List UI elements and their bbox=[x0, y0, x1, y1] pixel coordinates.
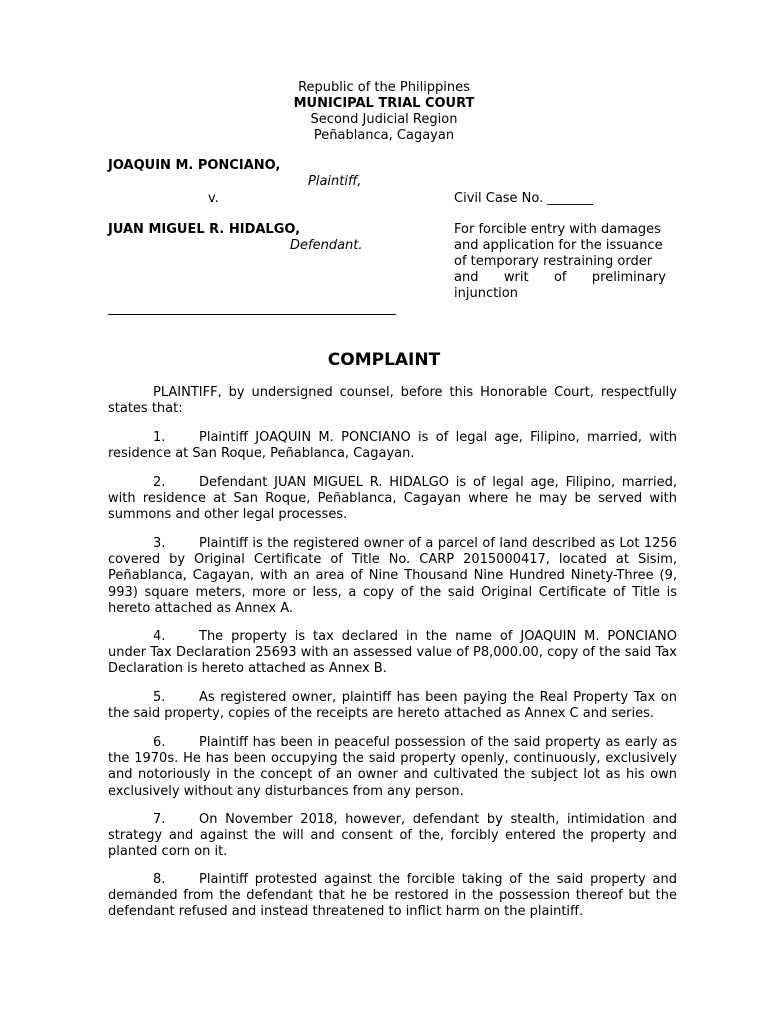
nature-word: writ bbox=[503, 270, 529, 285]
paragraph-text: Plaintiff is the registered owner of a parcel of land described as Lot 1256 covered by Original Certificate of Title No. CARP 2015000417, located at Sisim, Peñablanca, Cagayan, with an area of Nine Thousand Nine Hundred Ninety-Three (9, 993) square meters, more or less, a copy of the said Original Certificate of Title is hereto attached as Annex A. bbox=[108, 536, 677, 616]
paragraph-7 bbox=[108, 812, 677, 861]
civil-case-number: Civil Case No. _______ bbox=[454, 191, 593, 206]
paragraph-2 bbox=[108, 475, 677, 524]
header-place: Peñablanca, Cagayan bbox=[313, 128, 455, 143]
intro-paragraph bbox=[108, 385, 677, 417]
paragraph-text: As registered owner, plaintiff has been paying the Real Property Tax on the said property, copies of the receipts are hereto attached as Annex C and series. bbox=[108, 690, 677, 722]
intro-text: PLAINTIFF, by undersigned counsel, before this Honorable Court, respectfully states that: bbox=[108, 385, 677, 417]
paragraph-8 bbox=[108, 872, 677, 921]
paragraph-number: 3. bbox=[153, 536, 166, 551]
nature-line: of temporary restraining order bbox=[454, 254, 653, 269]
paragraph-number: 8. bbox=[153, 872, 166, 887]
defendant-name: JUAN MIGUEL R. HIDALGO, bbox=[108, 222, 301, 237]
paragraph-1 bbox=[108, 430, 677, 462]
paragraph-number: 4. bbox=[153, 629, 166, 644]
paragraph-text: On November 2018, however, defendant by stealth, intimidation and strategy and against the will and consent of the, forcibly entered the property and planted corn on it. bbox=[108, 812, 677, 860]
nature-word: preliminary bbox=[591, 270, 666, 285]
paragraph-text: Plaintiff JOAQUIN M. PONCIANO is of legal age, Filipino, married, with residence at San Roque, Peñablanca, Cagayan. bbox=[108, 430, 677, 462]
plaintiff-role: Plaintiff, bbox=[308, 174, 362, 189]
caption-divider-line bbox=[108, 314, 396, 315]
plaintiff-name: JOAQUIN M. PONCIANO, bbox=[108, 158, 281, 173]
paragraph-number: 6. bbox=[153, 735, 166, 750]
paragraph-number: 5. bbox=[153, 690, 166, 705]
paragraph-number: 2. bbox=[153, 475, 166, 490]
paragraph-text: The property is tax declared in the name of JOAQUIN M. PONCIANO under Tax Declaration 25693 with an assessed value of P8,000.00, copy of the said Tax Declaration is hereto attached as Annex B. bbox=[108, 629, 677, 677]
document-title: COMPLAINT bbox=[327, 350, 441, 370]
defendant-role: Defendant. bbox=[290, 238, 363, 253]
paragraph-3 bbox=[108, 536, 677, 617]
paragraph-text: Plaintiff has been in peaceful possession of the said property as early as the 1970s. He has been occupying the said property openly, continuously, exclusively and notoriously in the concept of an owner and cultivated the subject lot as his own exclusively without any disturbances from any person. bbox=[108, 735, 677, 799]
nature-word: and bbox=[454, 270, 479, 285]
nature-line-justified bbox=[454, 270, 666, 286]
paragraph-text: Defendant JUAN MIGUEL R. HIDALGO is of legal age, Filipino, married, with residence at San Roque, Peñablanca, Cagayan where he may be served with summons and other legal processes. bbox=[108, 475, 677, 523]
nature-line: and application for the issuance bbox=[454, 238, 663, 253]
paragraph-5 bbox=[108, 690, 677, 722]
paragraph-number: 7. bbox=[153, 812, 166, 827]
nature-word: of bbox=[553, 270, 567, 285]
nature-of-action bbox=[454, 222, 666, 302]
nature-line: injunction bbox=[454, 286, 518, 301]
paragraph-6 bbox=[108, 735, 677, 800]
nature-line: For forcible entry with damages bbox=[454, 222, 661, 237]
header-region: Second Judicial Region bbox=[310, 112, 458, 127]
header-court: MUNICIPAL TRIAL COURT bbox=[293, 96, 475, 111]
court-header bbox=[0, 80, 768, 144]
paragraph-text: Plaintiff protested against the forcible taking of the said property and demanded from the defendant that he be restored in the possession thereof but the defendant refused and instead threatened to inflict harm on the plaintiff. bbox=[108, 872, 677, 920]
versus: v. bbox=[208, 191, 219, 206]
paragraph-4 bbox=[108, 629, 677, 678]
paragraph-number: 1. bbox=[153, 430, 166, 445]
header-republic: Republic of the Philippines bbox=[298, 80, 470, 95]
